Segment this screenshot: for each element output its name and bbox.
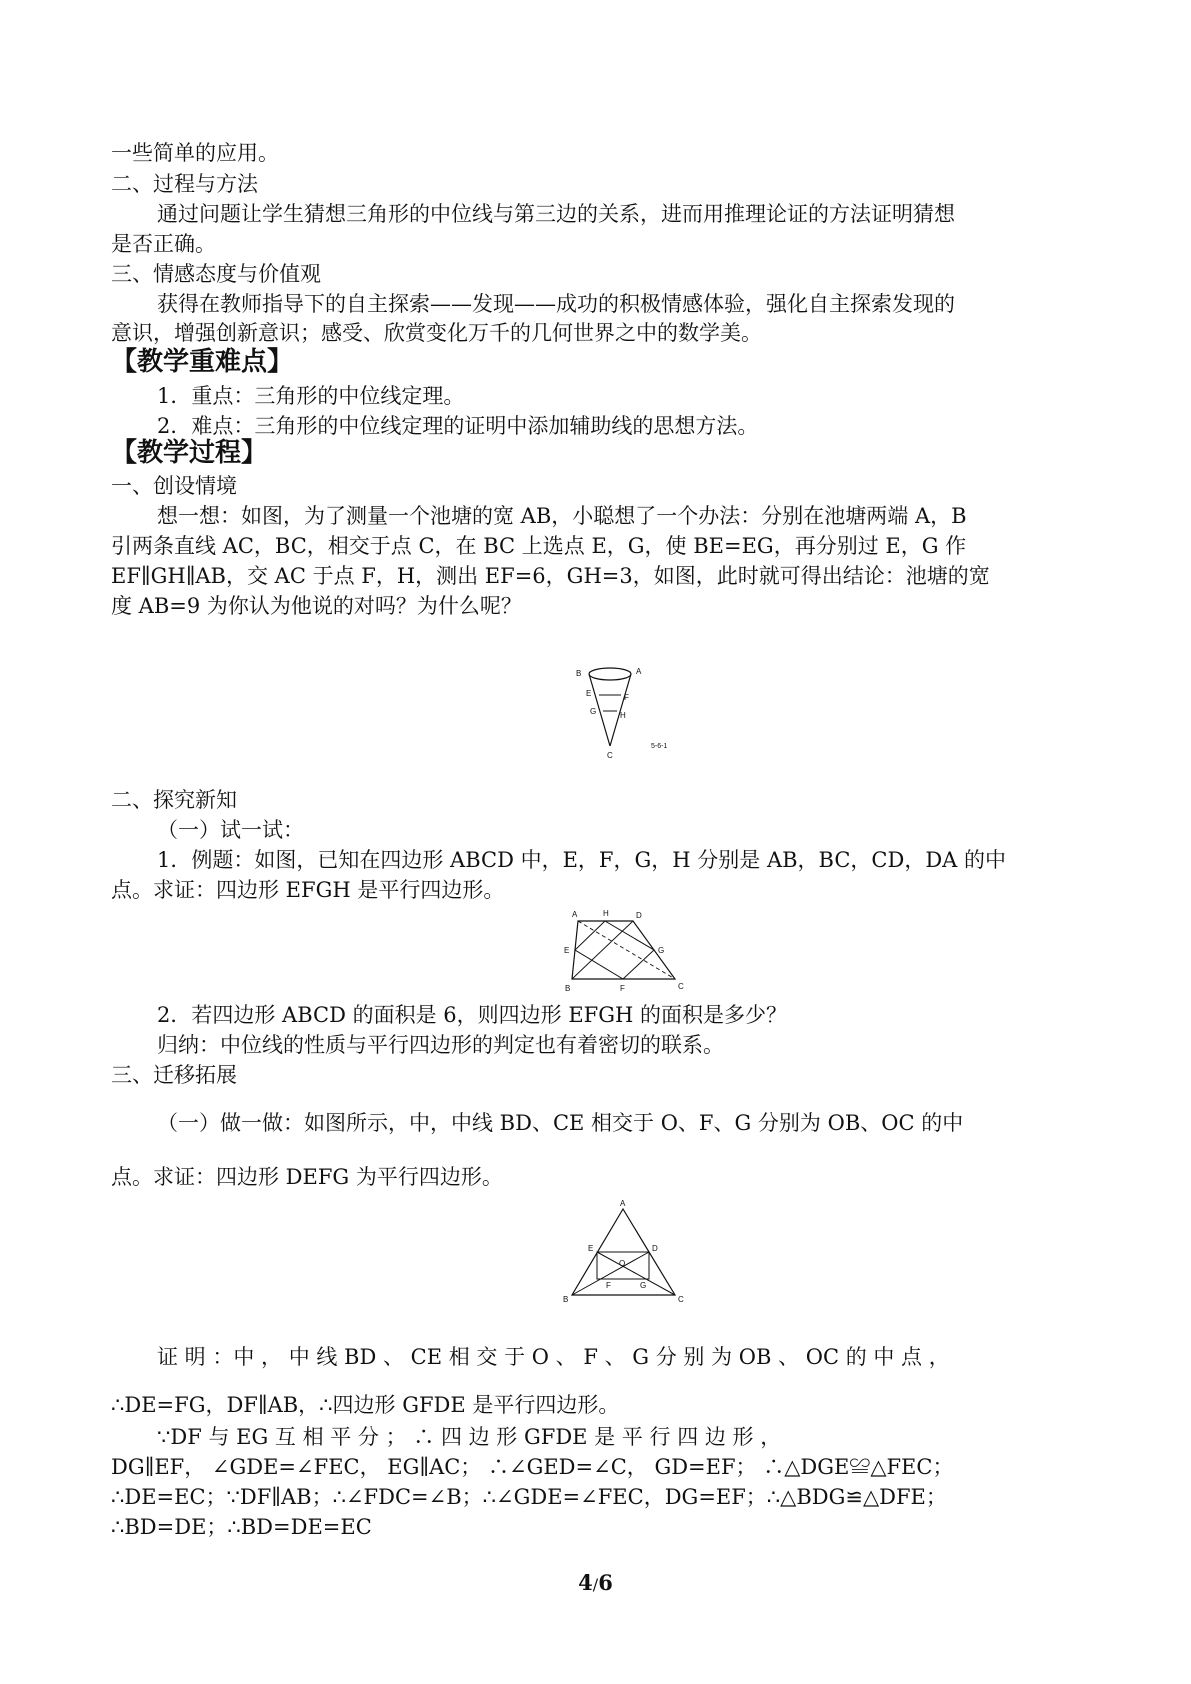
label-F: F [606, 1281, 611, 1290]
label-H: H [603, 909, 609, 918]
text-line: 通过问题让学生猜想三角形的中位线与第三边的关系，进而用推理论证的方法证明猜想 [157, 202, 955, 226]
section-heading: 二、过程与方法 [111, 172, 258, 196]
label-A: A [620, 1199, 626, 1208]
figure-quadrilateral [560, 903, 700, 993]
page-total: 6 [598, 1570, 613, 1595]
page-separator: / [592, 1575, 599, 1594]
text-line [157, 1108, 963, 1139]
label-O: O [619, 1259, 626, 1268]
figure-pond-cone [570, 662, 690, 782]
text-line: 1．例题：如图，已知在四边形 ABCD 中，E，F，G，H 分别是 AB，BC，CD，DA 的中 [157, 848, 1007, 872]
text-line: ∴DE=FG，DF∥AB，∴四边形 GFDE 是平行四边形。 [111, 1393, 620, 1417]
text-line: 2．若四边形 ABCD 的面积是 6，则四边形 EFGH 的面积是多少？ [157, 1003, 787, 1027]
label-E: E [588, 1244, 594, 1253]
figure-triangle-medians [560, 1197, 690, 1307]
text-segment: （一）做一做：如图所示， [157, 1111, 409, 1135]
text-segment: 中 ， 中 线 BD 、 CE 相 交 于 O 、 F 、 G 分 别 为 OB 、 OC 的 中 点 ， [233, 1345, 950, 1369]
page-current: 4 [578, 1570, 593, 1595]
label-G: G [658, 946, 665, 955]
section-heading: 三、情感态度与价值观 [111, 262, 321, 286]
text-line: 想一想：如图，为了测量一个池塘的宽 AB，小聪想了一个办法：分别在池塘两端 A，B [157, 504, 967, 528]
text-line: DG∥EF， ∠GDE=∠FEC， EG∥AC； ∴∠GED=∠C， GD=EF； ∴△DGE≌△FEC； [111, 1455, 954, 1479]
text-line: 2．难点：三角形的中位线定理的证明中添加辅助线的思想方法。 [157, 414, 759, 438]
label-E: E [564, 946, 570, 955]
label-G: G [590, 707, 597, 716]
text-line: （一）试一试： [157, 818, 304, 842]
label-B: B [563, 1295, 569, 1304]
label-F: F [620, 984, 625, 993]
text-line: 1．重点：三角形的中位线定理。 [157, 384, 465, 408]
section-heading: 三、迁移拓展 [111, 1063, 237, 1087]
label-E: E [586, 689, 592, 698]
figure-caption: 5-6-1 [651, 743, 668, 750]
text-line: 度 AB=9 为你认为他说的对吗？为什么呢？ [111, 594, 522, 618]
label-C: C [607, 751, 613, 760]
text-line: 一些简单的应用。 [111, 141, 279, 165]
text-line: ∵DF 与 EG 互 相 平 分 ； ∴ 四 边 形 GFDE 是 平 行 四 边 形 ， [157, 1425, 782, 1449]
text-line: ∴DE=EC；∵DF∥AB；∴∠FDC=∠B；∴∠GDE=∠FEC，DG=EF；∴△BDG≌△DFE； [111, 1485, 947, 1509]
text-line: 点。求证：四边形 DEFG 为平行四边形。 [111, 1165, 503, 1189]
section-heading: 二、探究新知 [111, 788, 237, 812]
label-D: D [652, 1244, 658, 1253]
text-segment: 中，中线 BD、CE 相交于 O、F、G 分别为 OB、OC 的中 [409, 1111, 964, 1135]
text-line: 是否正确。 [111, 232, 216, 256]
label-D: D [636, 911, 642, 920]
text-line [157, 1342, 1087, 1373]
section-heading: 一、创设情境 [111, 474, 237, 498]
page-number [0, 1570, 1191, 1595]
label-G: G [640, 1281, 647, 1290]
text-segment: 证 明 ： [157, 1345, 234, 1369]
label-C: C [678, 982, 684, 991]
bold-heading: 【教学重难点】 [111, 347, 294, 377]
label-A: A [636, 667, 642, 676]
label-B: B [576, 669, 582, 678]
label-B: B [565, 984, 571, 993]
text-line: 归纳：中位线的性质与平行四边形的判定也有着密切的联系。 [157, 1033, 724, 1057]
label-A: A [572, 910, 578, 919]
label-F: F [624, 693, 629, 702]
text-line: 点。求证：四边形 EFGH 是平行四边形。 [111, 878, 505, 902]
text-line: EF∥GH∥AB，交 AC 于点 F，H，测出 EF=6，GH=3，如图，此时就可得出结论：池塘的宽 [111, 564, 990, 588]
text-line: 引两条直线 AC，BC，相交于点 C，在 BC 上选点 E，G，使 BE=EG，再分别过 E，G 作 [111, 534, 967, 558]
label-H: H [620, 711, 626, 720]
text-line: 获得在教师指导下的自主探索——发现——成功的积极情感体验，强化自主探索发现的 [157, 292, 955, 316]
text-line: ∴BD=DE；∴BD=DE=EC [111, 1515, 372, 1539]
label-C: C [678, 1295, 684, 1304]
text-line: 意识，增强创新意识；感受、欣赏变化万千的几何世界之中的数学美。 [111, 321, 762, 345]
bold-heading: 【教学过程】 [111, 438, 268, 468]
